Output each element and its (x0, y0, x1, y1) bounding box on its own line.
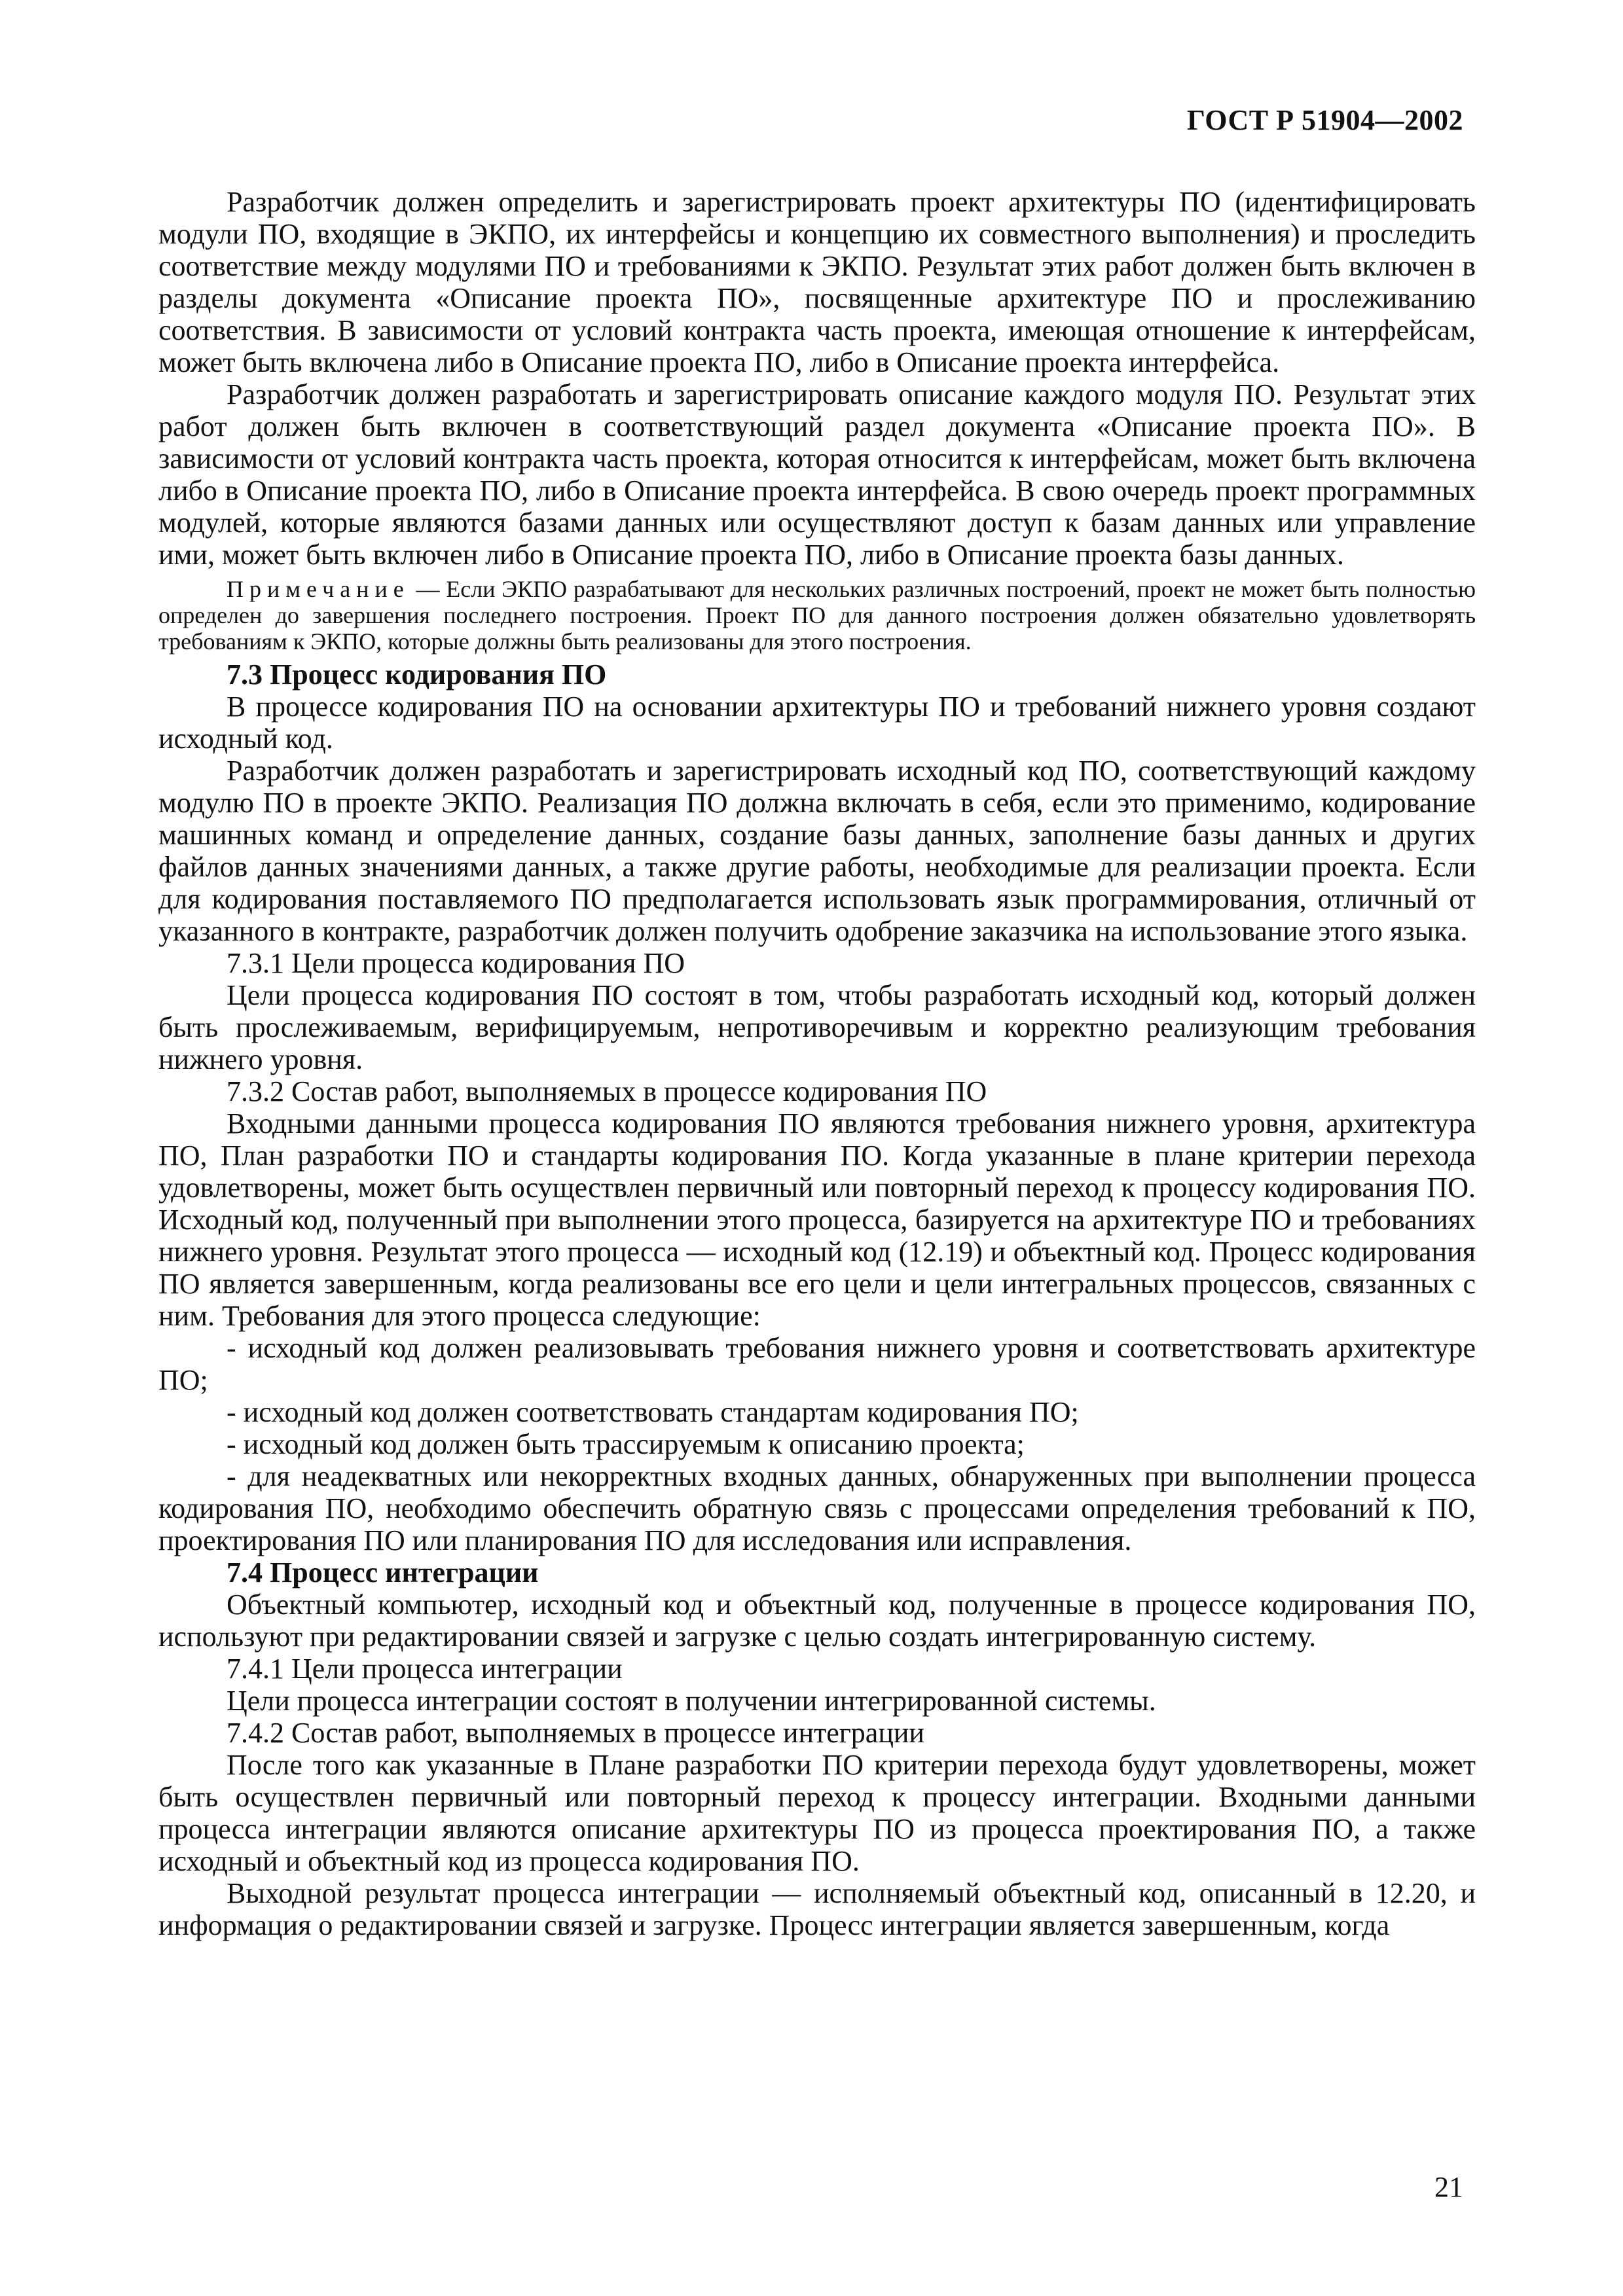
paragraph-coding-developer: Разработчик должен разработать и зарегистрировать исходный код ПО, соответствующий каждому модулю ПО в проекте ЭКПО. Реализация ПО должна включать в себя, если это применимо, кодирование машинных команд и определение данных, создание базы данных, заполнение базы данных и других файлов данных значениями данных, а также другие работы, необходимые для реализации проекта. Если для кодирования поставляемого ПО предполагается использовать язык программирования, отличный от указанного в контракте, разработчик должен получить одобрение заказчика на использование этого языка. (158, 755, 1476, 947)
list-item-requirement-3: - исходный код должен быть трассируемым к описанию проекта; (227, 1428, 1025, 1460)
note-text: — Если ЭКПО разрабатывают для нескольких различных построений, проект не может быть полностью определен до завершения последнего построения. Проект ПО для данного построения должен обязательно удовлетворять требованиям к ЭКПО, которые должны быть реализованы для этого построения. (158, 576, 1476, 655)
subsection-heading-7-3-2: 7.3.2 Состав работ, выполняемых в процессе кодирования ПО (227, 1075, 987, 1107)
paragraph-module-description: Разработчик должен разработать и зарегистрировать описание каждого модуля ПО. Результат этих работ должен быть включен в соответствующий раздел документа «Описание проекта ПО». В зависимости от условий контракта часть проекта, которая относится к интерфейсам, может быть включена либо в Описание проекта ПО, либо в Описание проекта интерфейса. В свою очередь проект программных модулей, которые являются базами данных или осуществляют доступ к базам данных или управление ими, может быть включен либо в Описание проекта ПО, либо в Описание проекта базы данных. (158, 378, 1476, 571)
document-header-standard-id: ГОСТ Р 51904—2002 (1186, 104, 1463, 136)
subsection-heading-7-4-1: 7.4.1 Цели процесса интеграции (227, 1653, 623, 1685)
paragraph-architecture: Разработчик должен определить и зарегистрировать проект архитектуры ПО (идентифицировать модули ПО, входящие в ЭКПО, их интерфейсы и концепцию их совместного выполнения) и проследить соответствие между модулями ПО и требованиями к ЭКПО. Результат этих работ должен быть включен в разделы документа «Описание проекта ПО», посвященные архитектуре ПО и прослеживанию соответствия. В зависимости от условий контракта часть проекта, имеющая отношение к интерфейсам, может быть включена либо в Описание проекта ПО, либо в Описание проекта интерфейса. (158, 186, 1476, 378)
list-item-requirement-1: - исходный код должен реализовывать требования нижнего уровня и соответствовать архитектуре ПО; (158, 1332, 1476, 1396)
paragraph-coding-intro: В процессе кодирования ПО на основании архитектуры ПО и требований нижнего уровня создают исходный код. (158, 691, 1476, 755)
list-item-requirement-2: - исходный код должен соответствовать стандартам кодирования ПО; (227, 1396, 1079, 1428)
note-block (158, 576, 1476, 655)
list-item-requirement-4: - для неадекватных или некорректных входных данных, обнаруженных при выполнении процесса кодирования ПО, необходимо обеспечить обратную связь с процессами определения требований к ПО, проектирования ПО или планирования ПО для исследования или исправления. (158, 1460, 1476, 1556)
subsection-heading-7-3-1: 7.3.1 Цели процесса кодирования ПО (227, 947, 685, 979)
paragraph-coding-inputs: Входными данными процесса кодирования ПО являются требования нижнего уровня, архитектура ПО, План разработки ПО и стандарты кодирования ПО. Когда указанные в плане критерии перехода удовлетворены, может быть осуществлен первичный или повторный переход к процессу кодирования ПО. Исходный код, полученный при выполнении этого процесса, базируется на архитектуре ПО и требованиях нижнего уровня. Результат этого процесса — исходный код (12.19) и объектный код. Процесс кодирования ПО является завершенным, когда реализованы все его цели и цели интегральных процессов, связанных с ним. Требования для этого процесса следующие: (158, 1107, 1476, 1332)
paragraph-integration-intro: Объектный компьютер, исходный код и объектный код, полученные в процессе кодирования ПО, используют при редактировании связей и загрузке с целью создать интегрированную систему. (158, 1588, 1476, 1653)
page-number: 21 (1434, 2171, 1463, 2203)
subsection-heading-7-4-2: 7.4.2 Состав работ, выполняемых в процессе интеграции (227, 1717, 924, 1749)
section-heading-7-3: 7.3 Процесс кодирования ПО (227, 658, 607, 691)
paragraph-integration-output: Выходной результат процесса интеграции — исполняемый объектный код, описанный в 12.20, и информация о редактировании связей и загрузке. Процесс интеграции является завершенным, когда (158, 1877, 1476, 1941)
section-heading-7-4: 7.4 Процесс интеграции (227, 1556, 539, 1588)
paragraph-integration-transition: После того как указанные в Плане разработки ПО критерии перехода будут удовлетворены, может быть осуществлен первичный или повторный переход к процессу интеграции. Входными данными процесса интеграции являются описание архитектуры ПО из процесса проектирования ПО, а также исходный и объектный код из процесса кодирования ПО. (158, 1749, 1476, 1877)
page-body (158, 186, 1476, 1941)
paragraph-integration-goals: Цели процесса интеграции состоят в получении интегрированной системы. (227, 1685, 1156, 1717)
note-label: Примечание (227, 576, 410, 602)
paragraph-coding-goals: Цели процесса кодирования ПО состоят в том, чтобы разработать исходный код, который должен быть прослеживаемым, верифицируемым, непротиворечивым и корректно реализующим требования нижнего уровня. (158, 979, 1476, 1075)
